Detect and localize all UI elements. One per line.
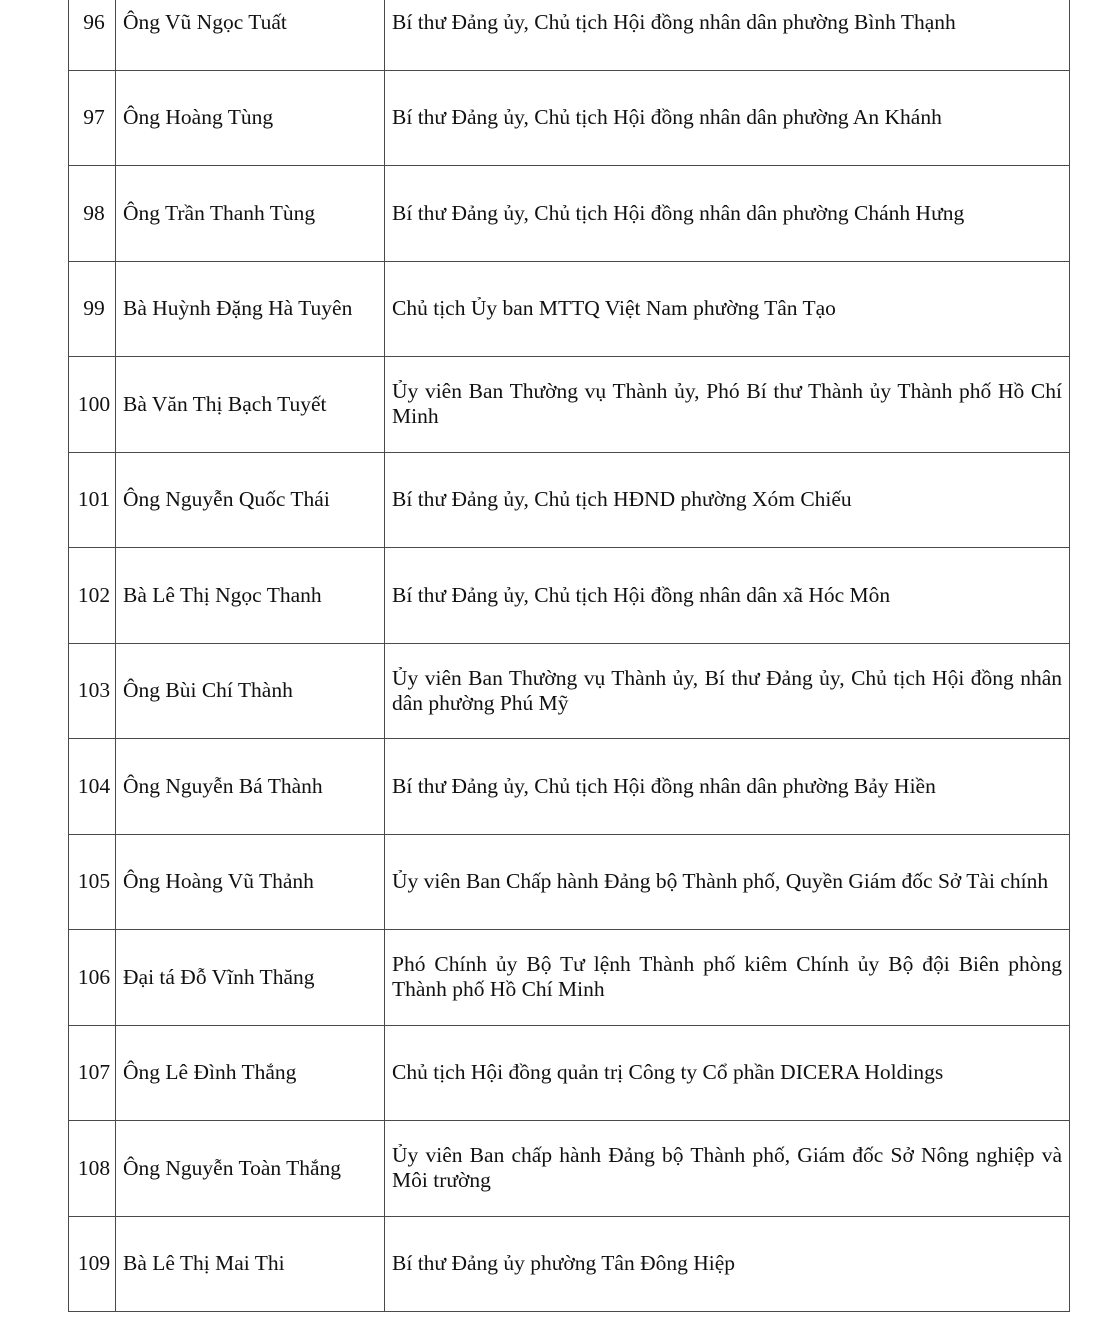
member-position: Bí thư Đảng ủy, Chủ tịch Hội đồng nhân dân phường Bình Thạnh — [385, 0, 1070, 70]
table-row — [69, 930, 1070, 1026]
row-number: 96 — [69, 0, 116, 70]
member-name: Ông Hoàng Vũ Thảnh — [116, 834, 385, 930]
table-row — [69, 1216, 1070, 1312]
member-name: Ông Nguyễn Bá Thành — [116, 739, 385, 835]
row-number: 106 — [69, 930, 116, 1026]
member-position: Ủy viên Ban Chấp hành Đảng bộ Thành phố, Quyền Giám đốc Sở Tài chính — [385, 834, 1070, 930]
table-row — [69, 739, 1070, 835]
member-name: Bà Huỳnh Đặng Hà Tuyên — [116, 261, 385, 357]
table-row — [69, 643, 1070, 739]
table-row — [69, 70, 1070, 166]
member-position: Ủy viên Ban Thường vụ Thành ủy, Phó Bí thư Thành ủy Thành phố Hồ Chí Minh — [385, 357, 1070, 453]
table-row — [69, 166, 1070, 262]
row-number: 103 — [69, 643, 116, 739]
member-name: Bà Văn Thị Bạch Tuyết — [116, 357, 385, 453]
row-number: 101 — [69, 452, 116, 548]
table-row — [69, 1025, 1070, 1121]
member-position: Chủ tịch Ủy ban MTTQ Việt Nam phường Tân Tạo — [385, 261, 1070, 357]
row-number: 109 — [69, 1216, 116, 1312]
member-position: Chủ tịch Hội đồng quản trị Công ty Cổ phần DICERA Holdings — [385, 1025, 1070, 1121]
table-row — [69, 548, 1070, 644]
member-name: Bà Lê Thị Mai Thi — [116, 1216, 385, 1312]
table-row — [69, 357, 1070, 453]
table-row — [69, 0, 1070, 70]
member-name: Ông Vũ Ngọc Tuất — [116, 0, 385, 70]
row-number: 98 — [69, 166, 116, 262]
member-position: Bí thư Đảng ủy, Chủ tịch Hội đồng nhân dân phường An Khánh — [385, 70, 1070, 166]
row-number: 107 — [69, 1025, 116, 1121]
member-position: Bí thư Đảng ủy, Chủ tịch Hội đồng nhân dân phường Chánh Hưng — [385, 166, 1070, 262]
row-number: 104 — [69, 739, 116, 835]
row-number: 99 — [69, 261, 116, 357]
table-row — [69, 1121, 1070, 1217]
row-number: 97 — [69, 70, 116, 166]
member-name: Bà Lê Thị Ngọc Thanh — [116, 548, 385, 644]
table-row — [69, 834, 1070, 930]
member-position: Bí thư Đảng ủy, Chủ tịch Hội đồng nhân dân xã Hóc Môn — [385, 548, 1070, 644]
member-position: Bí thư Đảng ủy, Chủ tịch HĐND phường Xóm Chiếu — [385, 452, 1070, 548]
member-position: Ủy viên Ban chấp hành Đảng bộ Thành phố, Giám đốc Sở Nông nghiệp và Môi trường — [385, 1121, 1070, 1217]
table-row — [69, 261, 1070, 357]
member-position: Bí thư Đảng ủy phường Tân Đông Hiệp — [385, 1216, 1070, 1312]
member-name: Ông Bùi Chí Thành — [116, 643, 385, 739]
member-name: Ông Nguyễn Quốc Thái — [116, 452, 385, 548]
member-name: Ông Nguyễn Toàn Thắng — [116, 1121, 385, 1217]
member-position: Bí thư Đảng ủy, Chủ tịch Hội đồng nhân dân phường Bảy Hiền — [385, 739, 1070, 835]
member-name: Ông Lê Đình Thắng — [116, 1025, 385, 1121]
member-table — [68, 0, 1070, 1312]
member-name: Ông Trần Thanh Tùng — [116, 166, 385, 262]
member-name: Đại tá Đỗ Vĩnh Thăng — [116, 930, 385, 1026]
member-name: Ông Hoàng Tùng — [116, 70, 385, 166]
row-number: 100 — [69, 357, 116, 453]
row-number: 102 — [69, 548, 116, 644]
member-position: Phó Chính ủy Bộ Tư lệnh Thành phố kiêm Chính ủy Bộ đội Biên phòng Thành phố Hồ Chí Minh — [385, 930, 1070, 1026]
member-position: Ủy viên Ban Thường vụ Thành ủy, Bí thư Đảng ủy, Chủ tịch Hội đồng nhân dân phường Phú Mỹ — [385, 643, 1070, 739]
table-row — [69, 452, 1070, 548]
row-number: 108 — [69, 1121, 116, 1217]
row-number: 105 — [69, 834, 116, 930]
